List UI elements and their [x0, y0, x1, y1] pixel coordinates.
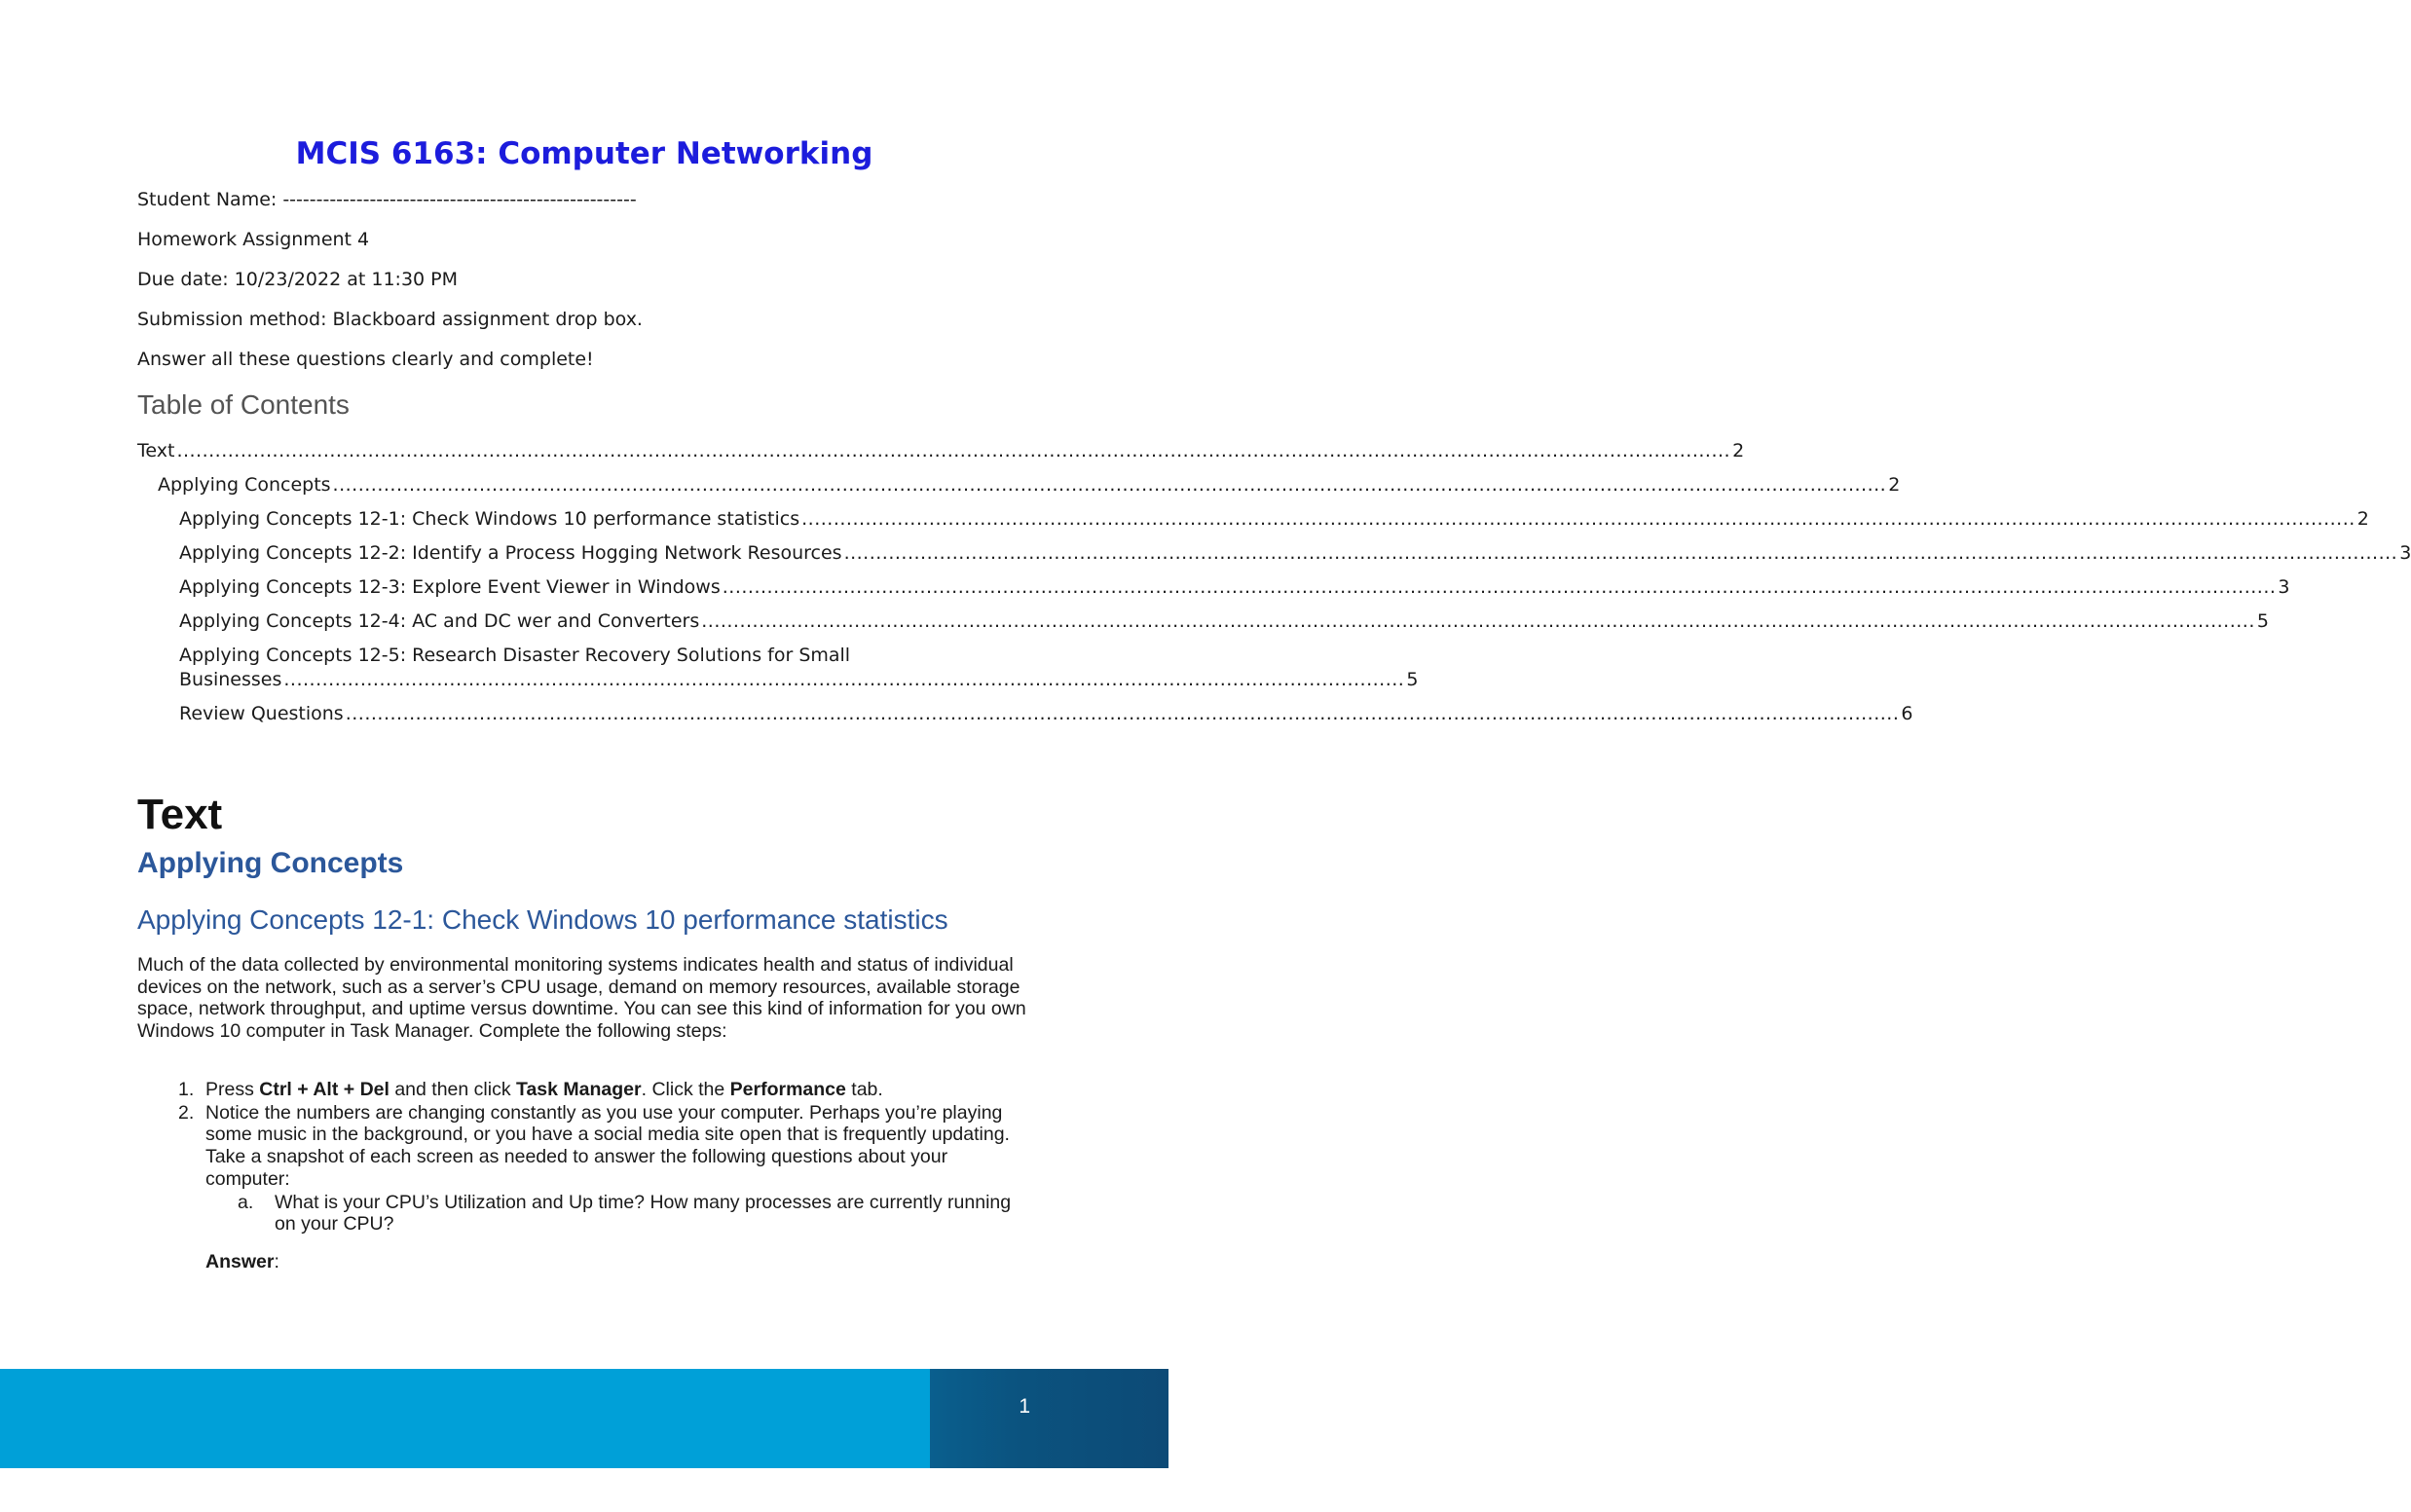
toc-leader: [333, 474, 1887, 496]
heading-text: Text: [137, 791, 223, 838]
toc-entry-page: 5: [1406, 669, 1419, 690]
list-number: 2.: [178, 1101, 195, 1124]
list-number: 1.: [178, 1079, 195, 1100]
list-item: [137, 1079, 1033, 1101]
step-text: What is your CPU’s Utilization and Up time? How many processes are currently running on your CPU?: [275, 1191, 1012, 1235]
answer-label-bold: Answer: [205, 1251, 275, 1272]
answer-colon: :: [274, 1251, 279, 1272]
toc-entry[interactable]: [158, 474, 1901, 496]
toc-entry-label: Applying Concepts 12-2: Identify a Process Hogging Network Resources: [179, 542, 842, 564]
page-number: 1: [1019, 1395, 1030, 1418]
step-text: tab.: [845, 1079, 883, 1100]
toc-entry-label: Applying Concepts 12-5: Research Disaster Recovery Solutions for Small: [179, 645, 851, 666]
student-name-line: Student Name: -----------------------------------------------------: [137, 189, 637, 210]
toc-entry[interactable]: [179, 644, 1419, 692]
toc-entry-label-continued: Businesses: [179, 669, 282, 690]
document-title: MCIS 6163: Computer Networking: [295, 136, 873, 171]
key-combo: Ctrl + Alt + Del: [259, 1079, 389, 1100]
submission-line: Submission method: Blackboard assignment drop box.: [137, 309, 643, 330]
answer-label: [205, 1251, 279, 1273]
toc-entry-page: 2: [1732, 440, 1745, 461]
toc-entry-label: Text: [137, 440, 175, 461]
step-text: Press: [205, 1079, 260, 1100]
toc-entry-label: Applying Concepts 12-4: AC and DC wer and Converters: [179, 610, 700, 632]
toc-leader: [844, 542, 2398, 564]
steps-list: [137, 1079, 1033, 1235]
task-manager-term: Task Manager: [516, 1079, 642, 1100]
toc-entry-page: 3: [2399, 542, 2411, 564]
instruction-line: Answer all these questions clearly and complete!: [137, 349, 594, 370]
list-letter: a.: [238, 1191, 254, 1213]
toc-leader: ................................................................................................................................................................................: [283, 669, 1405, 690]
toc-entry-page: 5: [2256, 610, 2269, 632]
footer-band: [0, 1369, 1168, 1468]
toc-entry-page: 6: [1901, 703, 1913, 724]
toc-entry-page: 2: [1888, 474, 1901, 496]
toc-entry[interactable]: [179, 703, 1913, 724]
intro-paragraph: Much of the data collected by environmental monitoring systems indicates health and status of individual devices on the network, such as a server’s CPU usage, demand on memory resources, available storage space, network throughput, and uptime versus downtime. You can see this kind of information for you own Windows 10 computer in Task Manager. Complete the following steps:: [137, 954, 1026, 1043]
list-item: [137, 1192, 1033, 1235]
performance-term: Performance: [729, 1079, 846, 1100]
footer-accent: [930, 1369, 1168, 1468]
step-text: Notice the numbers are changing constantly as you use your computer. Perhaps you’re playing some music in the background, or you have a social media site open that is frequently updating. Take a snapshot of each screen as needed to answer the following questions about your computer:: [205, 1101, 1010, 1190]
toc-leader: [801, 508, 2355, 530]
due-date-line: Due date: 10/23/2022 at 11:30 PM: [137, 269, 459, 290]
toc-entry-page: 2: [2356, 508, 2369, 530]
toc-leader: [701, 610, 2255, 632]
toc-entry-label: Review Questions: [179, 703, 344, 724]
toc-entry[interactable]: [179, 542, 2411, 564]
toc-entry[interactable]: [179, 576, 2290, 598]
heading-applying-concepts-12-1: Applying Concepts 12-1: Check Windows 10 performance statistics: [137, 904, 948, 935]
toc-entry[interactable]: [179, 508, 2369, 530]
step-text: and then click: [389, 1079, 516, 1100]
toc-leader: [176, 440, 1730, 461]
toc-entry-label: Applying Concepts: [158, 474, 331, 496]
toc-heading: Table of Contents: [137, 389, 350, 420]
toc-entry-page: 3: [2278, 576, 2290, 598]
step-text: . Click the: [641, 1079, 730, 1100]
assignment-line: Homework Assignment 4: [137, 229, 370, 250]
toc-entry-label: Applying Concepts 12-1: Check Windows 10 performance statistics: [179, 508, 800, 530]
heading-applying-concepts: Applying Concepts: [137, 847, 404, 879]
toc-entry[interactable]: [179, 610, 2269, 632]
toc-entry[interactable]: [137, 440, 1745, 461]
toc-leader: [723, 576, 2277, 598]
toc-entry-label: Applying Concepts 12-3: Explore Event Viewer in Windows: [179, 576, 721, 598]
list-item: [137, 1102, 1033, 1191]
toc-leader: [346, 703, 1900, 724]
